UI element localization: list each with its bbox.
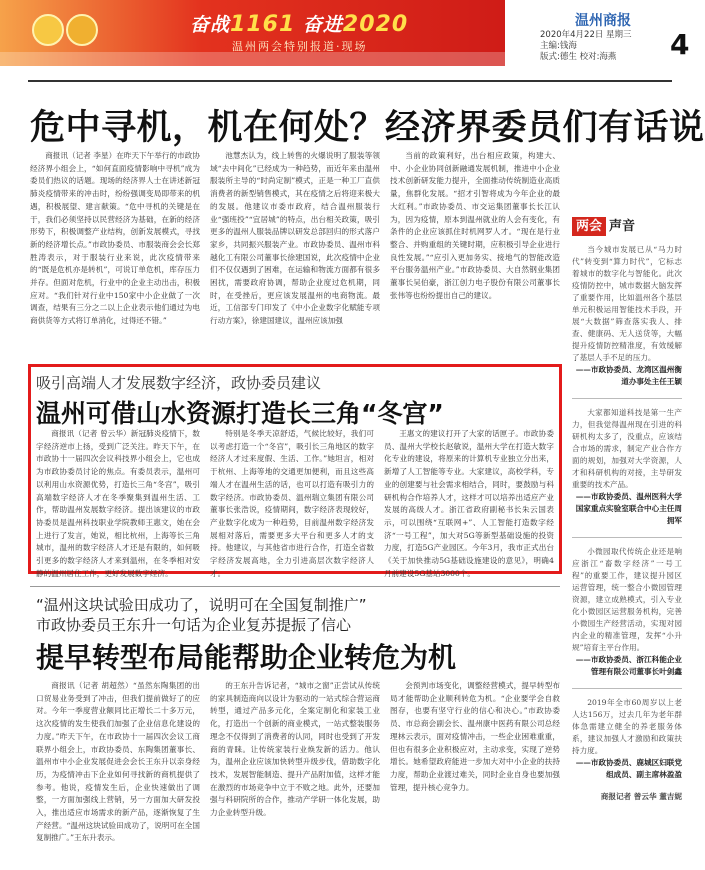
- paper-name: 温州商报: [575, 13, 631, 29]
- article3-kicker-2: 市政协委员王东升一句话为企业复苏提振了信心: [36, 616, 352, 634]
- sidebar-title: 声音: [609, 219, 636, 234]
- sidebar-divider: [572, 398, 682, 399]
- national-emblem-icon: [32, 14, 64, 46]
- banner-subtitle: 温州两会特别报道·现场: [232, 40, 368, 53]
- sidebar-quote-author: ——市政协委员、鹿城区妇联党组成员、副主席林盈盈: [575, 758, 682, 779]
- slogan-number: 1161: [230, 12, 296, 37]
- sidebar-quote: [572, 407, 682, 527]
- sidebar-quote-author: ——市政协委员、温州医科大学国家重点实验室联合中心主任周拥军: [575, 492, 682, 525]
- top-rule: [28, 80, 672, 82]
- article1-col3-text: 当前的政策利好，出台相应政策，构建大、中、小企业协同创新融通发展机制，推进中小企业技术创新研发能力提升，全面推动传统制造业高质量，焦群化发展。“招才引智将成为今年企业的最大红利。”市政协委员、市交运集团董事长长江认为，因为疫情，原本到温州就业的人会有变化，有条件的企业应该抓住时机网罗人才。“现在是行业整合、并购重组的关键时期，应积极引导企业进行良性发展。”“应引入更加务实、接地气的智能改造平台服务温州产业。”市政协委员、大自然钢业集团董事长吴伯豪，浙江创力电子股份有限公司董事长张伟等也纷纷提出自己的建议。: [390, 151, 560, 300]
- article2-headline: 温州可借山水资源打造长三角“冬宫”: [36, 399, 444, 428]
- article1-column-1: [30, 150, 200, 355]
- article3-col2-text: 的王东升告诉记者，“城市之窗”正尝试从传统的家具制造商向以设计为驱动的一站式综合营运商转型，通过产品多元化，全案定制化和家装工业化，打造出一个创新的商业模式，一站式整装服务理念不仅得到了消费者的认同，同时也受到了开发商的青睐。让传统家装行业焕发新的活力。他认为，温州企业应该加快转型升级步伐，借助数字化技术，发展智能制造、提升产品附加值，这样才能在激烈的市场竞争中立于不败之地。此外，还要加强与科研院所的合作，推动产学研一体化发展，助力企业转型升级。: [210, 681, 380, 818]
- article1-col2-text: 池慧杰认为，线上转售的火爆说明了服装等领域“去中间化”已经成为一种趋势，而近年来由温州服装所主导的“时尚定制”模式，正是一种工厂直供消费者的新型销售模式，其在疫情之后将迎来极大的发展。他建议市委市政府，结合温州服装行业“强班投”“宜居城”的特点，出台相关政策，吸引更多的温州人服装品牌以研发总部回归的形式落户家乡，共同振兴服装产业。市政协委员、温州市科越化工有限公司董事长徐建国说，此次疫情中企业们不仅仅遇到了困难，在运输和物流方面都有很多困扰，需要政府协调，帮助企业度过危机期，同时，在受挫后，更应该发展温州的电商物流。最近，工信部专门印发了《中小企业数字化赋能专项行动方案》，徐建国建议，温州应该加强: [210, 151, 380, 326]
- slogan-right: 奋进: [302, 14, 343, 36]
- slogan-left: 奋战: [190, 14, 231, 36]
- article2-col3-text: 王惠文的建议打开了大家的话匣子。市政协委员、温州大学校长赵敏说，温州大学在打造大数字化专业的建设，将原来的计算机专业独立分出来，新增了人工智能等专业。大家建议，高校学科，专业的创建要与社会需求相结合，同时，要鼓励与科研机构合作培养人才，这样才可以培养出适应产业发展的高级人才。浙江省政府副秘书长朱云国表示，可以围绕“互联网+”、人工智能打造数字经济“一号工程”，加大对5G等新型基础设施的投资力度，打造5G产业园区。今年3月，我市正式出台《关于加快推动5G基础设施建设的意见》，明确4月前建设5G基站3000个。: [384, 429, 554, 578]
- banner-slogan: [190, 10, 408, 37]
- issue-layout: 版式:德生 校对:海燕: [540, 52, 617, 62]
- article3-col1-text: 商报讯（记者 胡超然）“虽然东陶集团的出口贸易业务受到了冲击，但我们提前做好了的应对。今年一季度营业额同比正增长二十多万元，这次疫情的发生使我们加强了企业信息化建设的力度。”昨天下午，在市政协十一届四次会议工商联界小组会上，市政协委员、东陶集团董事长、温州市中小企业发展促进会会长王东升以亲身经历，为疫情冲击下企业如何寻找新的商机提供了参考。他说，疫情发生后，企业快速做出了调整，一方面加强线上营销，另一方面加大研发投入，推出适应市场需求的新产品，逐渐恢复了生产经营。“温州这块试验田成功了，说明可在全国复制推广。”王东升表示。: [36, 681, 200, 843]
- article3-col3-text: 会预判市场变化，调整经营模式，提早转型布局才能帮助企业顺利转危为机。“企业要学会自救图存，也要有坚守行业的信心和决心。”市政协委员、市总商会副会长、温州康中医药有限公司总经理林云表示，面对疫情冲击，一些企业困难重重，但也有很多企业积极应对，主动求变，实现了逆势增长。她希望政府能进一步加大对中小企业的扶持力度，帮助企业渡过难关，同时企业自身也要加强管理，提升核心竞争力。: [390, 681, 560, 792]
- article3-column-3: [390, 680, 560, 860]
- article1-column-2: [210, 150, 380, 355]
- article1-col1-text: 商报讯（记者 李星）在昨天下午举行的市政协经济界小组会上，“如何直面疫情影响中寻机”成为委员们热议的话题。现场的经济界人士在讲述新冠肺炎疫情带来的冲击时，纷纷强调变局即带来的机遇，积极展望、建言献策。“危中寻机的关键是在于，我们必须坚持以民营经济为基础，在新的经济形势下，积极调整产业结构，创新发展模式，寻找新的经济增长点。”市政协委员、市服装商会会长郑胜涛表示，对于服装行业来说，此次疫情带来的“既是危机亦是转机”，可说订单危机，库存压力并存。但面对危机，行业中的企业主动出击，积极应对。“我们针对行业中150家中小企业做了一次调查，结果有三分之二以上企业表示他们通过为电商供货等方式将订单消化，过得还不错。”: [30, 151, 200, 326]
- article2-column-2: [210, 428, 374, 578]
- article2-column-1: [36, 428, 200, 578]
- page-number: 4: [670, 28, 690, 61]
- sidebar-header: [572, 215, 682, 234]
- article2-kicker: 吸引高端人才发展数字经济，政协委员建议: [36, 374, 322, 392]
- sidebar-quote: [572, 697, 682, 781]
- banner-stripe: [0, 52, 505, 66]
- slogan-year: 2020: [342, 12, 409, 37]
- article1-headline: 危中寻机，机在何处？经济界委员们有话说: [30, 108, 705, 148]
- sidebar-quote: [572, 244, 682, 388]
- sidebar-reporter: 商报记者 曾云华 董吉妮: [600, 792, 682, 801]
- article2-column-3: [384, 428, 554, 578]
- sidebar-voices: [572, 215, 682, 845]
- cppcc-emblem-icon: [66, 14, 98, 46]
- sidebar-quote-text: 当今城市发展已从“马力时代”转变到“算力时代”，它标志着城市的数字化与智能化。此次疫情防控中，城市数据大脑发挥了重要作用，比如温州各个基层单元积极运用智能技术手段，开展“大数据”筛查落实我人、排查、健康码、无人送货等，大幅提升疫情防控精准度，有效缓解了基层人手不足的压力。: [572, 245, 682, 362]
- article3-column-2: [210, 680, 380, 860]
- sidebar-divider: [572, 688, 682, 689]
- article3-column-1: [36, 680, 200, 860]
- article3-headline: 提早转型布局能帮助企业转危为机: [36, 641, 457, 674]
- sidebar-quote-author: ——市政协委员、龙湾区温州衡道办事处主任王颖: [575, 365, 682, 386]
- sidebar-quote: [572, 546, 682, 678]
- article1-column-3: [390, 150, 560, 355]
- article-divider: [30, 586, 560, 587]
- issue-meta: [540, 30, 632, 63]
- sidebar-tag: 两会: [572, 217, 606, 236]
- sidebar-quote-author: ——市政协委员、浙江科能企业管理有限公司董事长叶剑鑫: [575, 655, 682, 676]
- article2-col2-text: 特别是冬季天凉舒适，气候比较好，我们可以考虑打造一个“冬宫”，吸引长三角地区的数字经济人才过来度假、生活、工作。”她坦言，相对于杭州、上海等地的交通更加便利，而且这些高端人才在温州生活的话，也可以打造有吸引力的数字经济。市政协委员、温州瑞立集团有限公司董事长张浩说，疫情期间，数字经济表现较好，产业数字化成为一种趋势，目前温州数字经济发展相对落后，需要更多大平台和更多人才的支持。他建议，与其他省市进行合作，打造全省数字经济发展高地，全力引进高层次数字经济人才。: [210, 429, 374, 578]
- article2-col1-text: 商报讯（记者 曾云华）新冠肺炎疫情下，数字经济逆市上扬，受到广泛关注。昨天下午，在市政协十一届四次会议科技界小组会上，它也成为市政协委员讨论的焦点。有委员表示，温州可以利用山水资源优势，打造长三角“冬宫”，吸引高端数字经济人才在冬季聚集到温州生活、工作，帮助温州发展数字经济。提出该建议的市政协委员是温州科技职业学院教师王惠文，她在会上进行了发言，她说，相比杭州，上海等长三角城市，温州的数字经济人才还是有限的，如何吸引更多的数字经济人才来到温州，在冬季相对安静的温州居住工作，更好发展数字经济。: [36, 429, 200, 578]
- sidebar-quote-text: 小微园取代传统企业还是响应浙江“畜数字经济”一号工程”的重要工作，建议提升园区运营管理，统一整合小微园管理资源，建立成熟模式，引入专业化小微园区运营服务机构，完善小微园生产经营活动，实现对园内企业的精准管理，发挥“小升规”培育主平台作用。: [572, 547, 682, 652]
- sidebar-quote-text: 2019年全市60周岁以上老人达156万，过去几年为老年群体急需建立健全的养老服务体系，建议加强人才激励和政策扶持力度。: [572, 698, 682, 755]
- special-report-banner: [0, 0, 505, 66]
- issue-editor: 主编:钱海: [540, 41, 577, 51]
- sidebar-divider: [572, 537, 682, 538]
- sidebar-quote-text: 大家都知道科技是第一生产力，但我觉得温州现在引进的科研机构太多了，没重点，应该结合市场的需求，制定产业合作方面的规划，加强对大学资源，人才和科研机构的对接，主导研发重要的技术产品。: [572, 408, 682, 489]
- article3-kicker-1: “温州这块试验田成功了，说明可在全国复制推广”: [36, 596, 367, 614]
- issue-date: 2020年4月22日 星期三: [540, 30, 632, 40]
